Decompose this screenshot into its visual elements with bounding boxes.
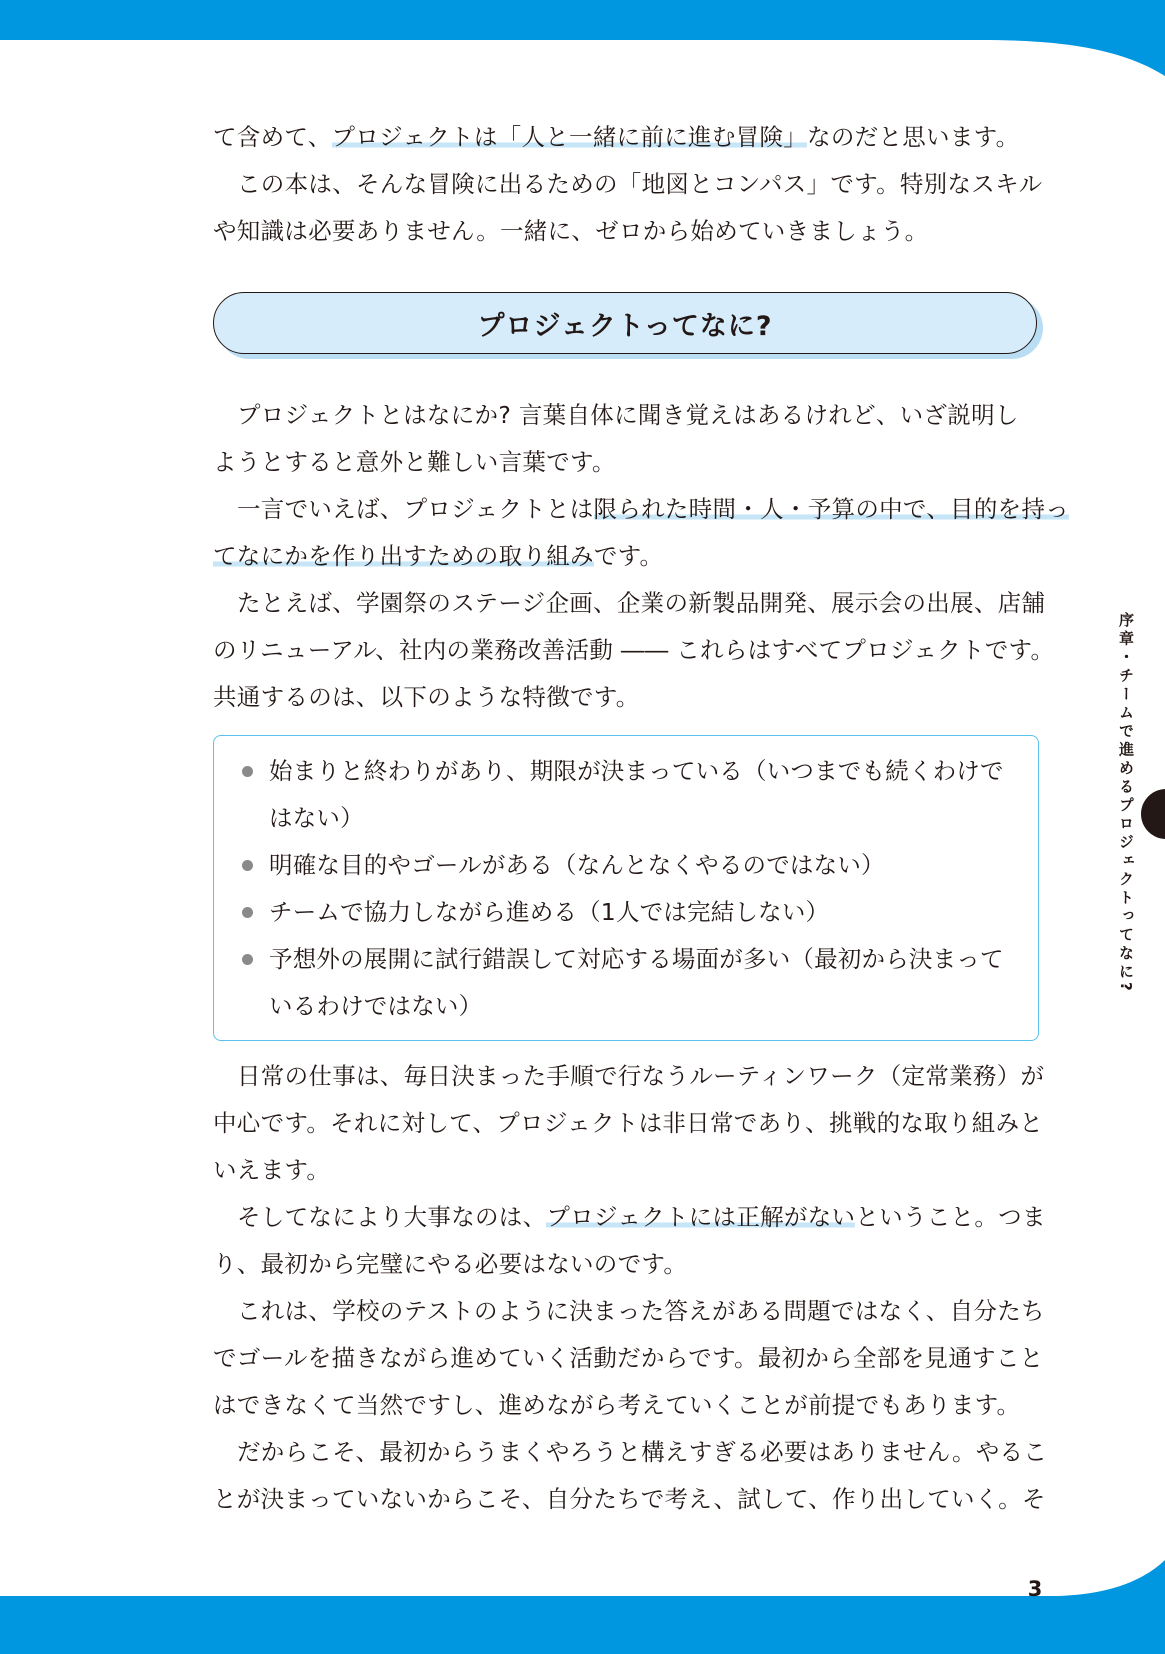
chapter-side-tab: 序章・チームで進めるプロジェクトってなに? [1117, 612, 1135, 995]
bullet-item [242, 842, 1018, 889]
intro-line-2: この本は、そんな冒険に出るための「地図とコンパス」です。特別なスキル [237, 170, 1043, 198]
highlighted-phrase: 限られた時間・人・予算の中で、目的を持っ [593, 495, 1070, 523]
highlighted-phrase: プロジェクトは「人と一緒に前に進む冒険」 [331, 123, 808, 151]
intro-paragraph [213, 114, 1041, 255]
feature-bullet-box [213, 735, 1039, 1041]
bullet-item [242, 748, 1018, 842]
bullet-item [242, 889, 1018, 936]
bullet-line: 予想外の展開に試行錯誤して対応する場面が多い（最初から決まって [269, 945, 1004, 973]
body1-line-6: のリニューアル、社内の業務改善活動 ―― これらはすべてプロジェクトです。 [213, 636, 1055, 664]
top-header-band [0, 0, 1165, 120]
bullet-dot-icon [242, 860, 253, 871]
bullet-item [242, 936, 1018, 1030]
bullet-dot-icon [242, 907, 253, 918]
bullet-line: 明確な目的やゴールがある（なんとなくやるのではない） [269, 851, 885, 879]
body1-line-3: 一言でいえば、プロジェクトとは限られた時間・人・予算の中で、目的を持っ [237, 495, 1070, 523]
section-heading-container [213, 292, 1041, 362]
body1-line-7: 共通するのは、以下のような特徴です。 [213, 683, 640, 711]
page-content [213, 114, 1070, 1523]
highlighted-phrase: プロジェクトには正解がない [546, 1203, 856, 1231]
intro-line-1: て含めて、プロジェクトは「人と一緒に前に進む冒険」なのだと思います。 [213, 123, 1020, 151]
body2-line-4: そしてなにより大事なのは、プロジェクトには正解がないということ。つま [237, 1203, 1046, 1231]
chapter-tab-marker [1141, 789, 1165, 839]
body1-line-2: ようとすると意外と難しい言葉です。 [213, 448, 616, 476]
body2-line-10: とが決まっていないからこそ、自分たちで考え、試して、作り出していく。そ [213, 1485, 1046, 1513]
body2-line-2: 中心です。それに対して、プロジェクトは非日常であり、挑戦的な取り組みと [213, 1109, 1044, 1137]
body2-line-3: いえます。 [213, 1156, 331, 1184]
body2-line-7: でゴールを描きながら進めていく活動だからです。最初から全部を見通すこと [213, 1344, 1044, 1372]
body1-line-5: たとえば、学園祭のステージ企画、企業の新製品開発、展示会の出展、店舗 [237, 589, 1046, 617]
bullet-line: いるわけではない） [269, 992, 483, 1020]
page-number: 3 [1027, 1577, 1043, 1601]
bullet-line: はない） [269, 804, 364, 832]
bottom-footer-band [0, 1560, 1165, 1654]
bullet-line: チームで協力しながら進める（1人では完結しない） [269, 898, 830, 926]
body2-line-5: り、最初から完璧にやる必要はないのです。 [213, 1250, 688, 1278]
body-paragraph-2 [213, 1053, 1048, 1523]
body2-line-8: はできなくて当然ですし、進めながら考えていくことが前提でもあります。 [213, 1391, 1021, 1419]
body-paragraph-1 [213, 392, 1070, 721]
section-heading: プロジェクトってなに? [213, 292, 1037, 354]
bullet-dot-icon [242, 766, 253, 777]
highlighted-phrase: てなにかを作り出すための取り組み [213, 542, 594, 570]
body1-line-4: てなにかを作り出すための取り組みです。 [213, 542, 664, 570]
body2-line-9: だからこそ、最初からうまくやろうと構えすぎる必要はありません。やるこ [237, 1438, 1048, 1466]
bullet-line: 始まりと終わりがあり、期限が決まっている（いつまでも続くわけで [269, 757, 1004, 785]
body1-line-1: プロジェクトとはなにか? 言葉自体に聞き覚えはあるけれど、いざ説明し [237, 401, 1019, 429]
bullet-dot-icon [242, 954, 253, 965]
intro-line-3: や知識は必要ありません。一緒に、ゼロから始めていきましょう。 [213, 217, 929, 245]
body2-line-6: これは、学校のテストのように決まった答えがある問題ではなく、自分たち [237, 1297, 1045, 1325]
body2-line-1: 日常の仕事は、毎日決まった手順で行なうルーティンワーク（定常業務）が [237, 1062, 1045, 1090]
